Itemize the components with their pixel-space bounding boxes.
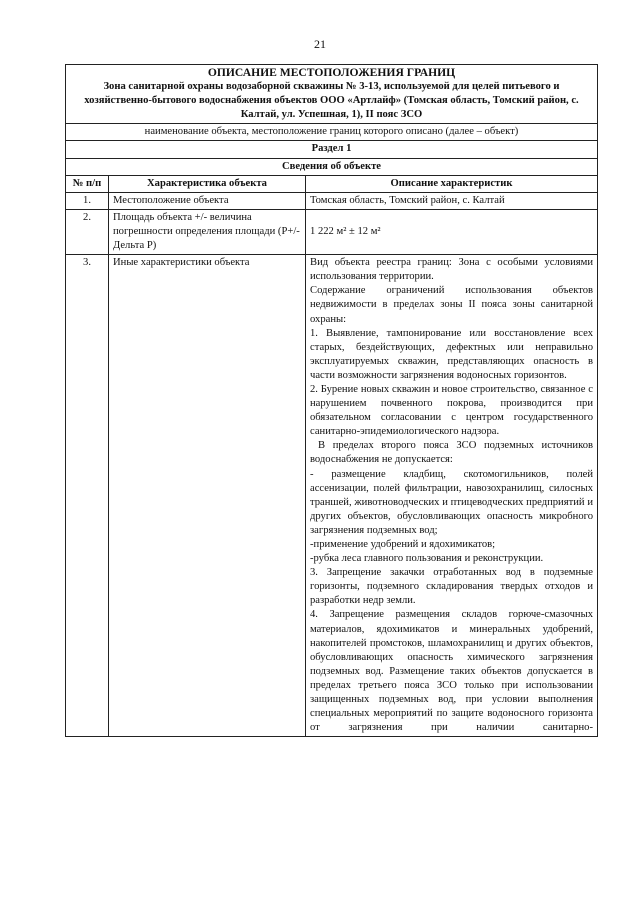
row-characteristic: Площадь объекта +/- величина погрешности определения площади (Р+/- Дельта Р) — [109, 209, 306, 254]
description-paragraph: Содержание ограничений использования объектов недвижимости в пределах зоны II пояса зоны санитарной охраны: — [310, 285, 593, 325]
row-description: 1 222 м² ± 12 м² — [306, 209, 598, 254]
document-title — [66, 65, 598, 124]
description-paragraph: - размещение кладбищ, скотомогильников, полей ассенизации, полей фильтрации, навозохранилищ, силосных траншей, животноводческих и птицеводческих предприятий и других объектов, обусловливающих опасность микробного загрязнения подземных вод; — [310, 468, 593, 536]
object-caption: наименование объекта, местоположение границ которого описано (далее – объект) — [66, 124, 598, 141]
page-number: 21 — [314, 37, 326, 51]
row-number: 3. — [66, 255, 109, 737]
table-header-row — [66, 175, 598, 192]
boundary-description-table — [65, 64, 598, 737]
description-paragraph: 2. Бурение новых скважин и новое строительство, связанное с нарушением почвенного покрова, производится при обязательном согласовании с центром государственного санитарно-эпидемиологического надзора. — [310, 383, 593, 438]
description-paragraph: -применение удобрений и ядохимикатов; — [310, 539, 496, 550]
section-title: Раздел 1 — [66, 141, 598, 158]
description-paragraph: В пределах второго пояса ЗСО подземных источников водоснабжения не допускается: — [310, 440, 593, 466]
row-description: Томская область, Томский район, с. Калтай — [306, 192, 598, 209]
table-row — [66, 209, 598, 254]
column-header-characteristic: Характеристика объекта — [109, 175, 306, 192]
table-row — [66, 255, 598, 737]
title-heading: ОПИСАНИЕ МЕСТОПОЛОЖЕНИЯ ГРАНИЦ — [207, 66, 456, 79]
description-paragraph: 1. Выявление, тампонирование или восстановление всех старых, бездействующих, дефектных или неправильно эксплуатируемых скважин, представляющих опасность в части возможности загрязнения водоносных горизонтов. — [310, 327, 593, 381]
column-header-description: Описание характеристик — [306, 175, 598, 192]
section-subtitle: Сведения об объекте — [66, 158, 598, 175]
column-header-num: № п/п — [66, 175, 109, 192]
description-paragraph: -рубка леса главного пользования и реконструкции. — [310, 553, 544, 565]
table-row — [66, 192, 598, 209]
description-paragraph: 4. Запрещение размещения складов горюче-смазочных материалов, ядохимикатов и минеральных удобрений, накопителей промстоков, шламохранилищ и других объектов, обусловливающих опасность химического загрязнения подземных вод. Размещение таких объектов допускается в пределах третьего пояса ЗСО только при использовании защищенных подземных вод, при условии выполнения специальных мероприятий по защите водоносного горизонта от загрязнения при наличии санитарно- — [310, 609, 593, 734]
row-description — [306, 255, 598, 737]
title-zone-description: Зона санитарной охраны водозаборной скважины № 3-13, используемой для целей питьевого и хозяйственно-бытового водоснабжения объектов ООО «Артлайф» (Томская область, Томский район, с. Калтай, ул. Успешная, 1), II пояс ЗСО — [84, 81, 579, 121]
row-number: 2. — [66, 209, 109, 254]
description-paragraph: Вид объекта реестра границ: Зона с особыми условиями использования территории. — [310, 257, 593, 283]
row-number: 1. — [66, 192, 109, 209]
row-characteristic: Иные характеристики объекта — [109, 255, 306, 737]
row-characteristic: Местоположение объекта — [109, 192, 306, 209]
description-paragraph: 3. Запрещение закачки отработанных вод в подземные горизонты, подземного складирования твердых отходов и разработки недр земли. — [310, 567, 593, 607]
